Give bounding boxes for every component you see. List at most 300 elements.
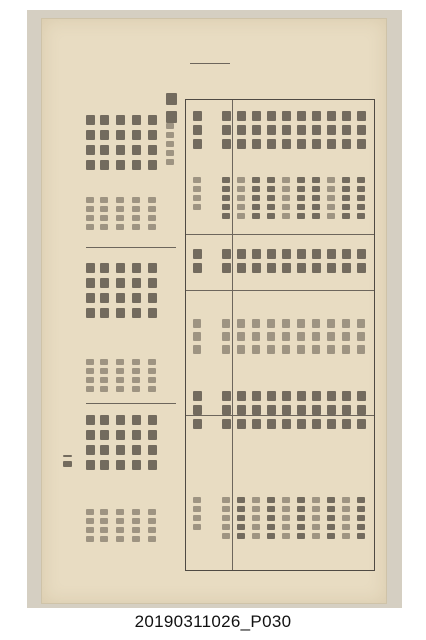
glyph-mark (100, 386, 108, 392)
glyph-mark (282, 125, 291, 135)
glyph-mark (132, 278, 141, 288)
glyph-mark (237, 249, 246, 259)
glyph-mark (297, 332, 305, 341)
glyph-mark (282, 195, 290, 201)
table-row-divider (186, 415, 374, 416)
glyph-mark (312, 263, 321, 273)
glyph-mark (357, 533, 365, 539)
glyph-mark (282, 405, 291, 415)
glyph-mark (148, 263, 157, 273)
glyph-mark (312, 506, 320, 512)
glyph-mark (148, 527, 156, 533)
glyph-mark (342, 186, 350, 192)
glyph-mark (193, 139, 202, 149)
glyph-mark (357, 497, 365, 503)
glyph-mark (148, 293, 157, 303)
glyph-mark (86, 263, 95, 273)
glyph-mark (252, 506, 260, 512)
glyph-mark (132, 145, 141, 155)
glyph-mark (148, 308, 157, 318)
glyph-mark (297, 177, 305, 183)
glyph-mark (252, 204, 260, 210)
glyph-mark (116, 377, 124, 383)
glyph-mark (267, 249, 276, 259)
glyph-mark (312, 405, 321, 415)
glyph-mark (327, 391, 336, 401)
glyph-mark (222, 319, 230, 328)
glyph-mark (282, 249, 291, 259)
glyph-mark (312, 195, 320, 201)
glyph-mark (357, 263, 366, 273)
glyph-mark (327, 419, 336, 429)
glyph-mark (327, 515, 335, 521)
glyph-mark (132, 527, 140, 533)
glyph-mark (132, 224, 140, 230)
glyph-mark (252, 345, 260, 354)
glyph-mark (132, 460, 141, 470)
glyph-mark (282, 263, 291, 273)
glyph-mark (116, 445, 125, 455)
glyph-mark (86, 278, 95, 288)
glyph-mark (252, 524, 260, 530)
glyph-mark (116, 224, 124, 230)
glyph-mark (116, 308, 125, 318)
glyph-mark (193, 391, 202, 401)
glyph-mark (342, 139, 351, 149)
glyph-mark (148, 130, 157, 140)
glyph-mark (327, 524, 335, 530)
glyph-mark (148, 518, 156, 524)
glyph-mark (222, 524, 230, 530)
glyph-mark (327, 506, 335, 512)
glyph-mark (267, 319, 275, 328)
glyph-mark (297, 139, 306, 149)
glyph-mark (132, 293, 141, 303)
glyph-mark (312, 524, 320, 530)
glyph-mark (327, 111, 336, 121)
book-page (41, 18, 387, 604)
glyph-mark (193, 204, 201, 210)
glyph-mark (166, 159, 174, 165)
glyph-mark (282, 186, 290, 192)
glyph-mark (252, 419, 261, 429)
glyph-mark (357, 419, 366, 429)
glyph-mark (297, 391, 306, 401)
glyph-mark (267, 332, 275, 341)
glyph-mark (237, 204, 245, 210)
glyph-mark (116, 460, 125, 470)
header-rule (190, 63, 230, 64)
glyph-mark (222, 391, 231, 401)
left-block-divider (86, 403, 176, 404)
glyph-mark (267, 345, 275, 354)
glyph-mark (86, 359, 94, 365)
glyph-mark (116, 430, 125, 440)
glyph-mark (342, 506, 350, 512)
glyph-mark (86, 115, 95, 125)
glyph-mark (116, 278, 125, 288)
glyph-mark (282, 497, 290, 503)
glyph-mark (132, 509, 140, 515)
glyph-mark (357, 186, 365, 192)
glyph-mark (100, 527, 108, 533)
glyph-mark (193, 332, 201, 341)
glyph-mark (222, 263, 231, 273)
glyph-mark (132, 206, 140, 212)
glyph-mark (222, 204, 230, 210)
glyph-mark (312, 186, 320, 192)
glyph-mark (312, 332, 320, 341)
glyph-mark (312, 419, 321, 429)
glyph-mark (297, 515, 305, 521)
glyph-mark (267, 506, 275, 512)
glyph-mark (357, 506, 365, 512)
glyph-mark (357, 139, 366, 149)
glyph-mark (148, 415, 157, 425)
glyph-mark (166, 150, 174, 156)
glyph-mark (282, 345, 290, 354)
glyph-mark (132, 430, 141, 440)
glyph-mark (327, 249, 336, 259)
glyph-mark (252, 319, 260, 328)
glyph-mark (100, 445, 109, 455)
glyph-mark (342, 497, 350, 503)
glyph-mark (100, 359, 108, 365)
glyph-mark (327, 332, 335, 341)
glyph-mark (237, 506, 245, 512)
glyph-mark (193, 497, 201, 503)
glyph-mark (193, 177, 201, 183)
glyph-mark (148, 460, 157, 470)
glyph-mark (357, 332, 365, 341)
glyph-mark (282, 524, 290, 530)
glyph-mark (193, 249, 202, 259)
glyph-mark (222, 419, 231, 429)
glyph-mark (116, 215, 124, 221)
glyph-mark (342, 332, 350, 341)
glyph-mark (312, 497, 320, 503)
glyph-mark (222, 139, 231, 149)
glyph-mark (148, 377, 156, 383)
glyph-mark (100, 115, 109, 125)
glyph-mark (342, 263, 351, 273)
glyph-mark (100, 278, 109, 288)
table-column-divider (232, 100, 233, 570)
glyph-mark (252, 515, 260, 521)
glyph-mark (357, 515, 365, 521)
glyph-mark (252, 405, 261, 415)
glyph-mark (193, 524, 201, 530)
glyph-mark (116, 415, 125, 425)
glyph-mark (312, 125, 321, 135)
glyph-mark (100, 130, 109, 140)
glyph-mark (86, 215, 94, 221)
glyph-mark (342, 111, 351, 121)
glyph-mark (312, 177, 320, 183)
glyph-mark (86, 224, 94, 230)
glyph-mark (282, 332, 290, 341)
glyph-mark (132, 308, 141, 318)
glyph-mark (327, 319, 335, 328)
glyph-mark (222, 213, 230, 219)
glyph-mark (193, 125, 202, 135)
glyph-mark (148, 215, 156, 221)
glyph-mark (222, 497, 230, 503)
glyph-mark (267, 405, 276, 415)
glyph-mark (237, 332, 245, 341)
glyph-mark (100, 145, 109, 155)
glyph-mark (100, 536, 108, 542)
glyph-mark (252, 177, 260, 183)
page-number-mark (63, 455, 72, 457)
glyph-mark (116, 206, 124, 212)
glyph-mark (222, 177, 230, 183)
glyph-mark (297, 213, 305, 219)
glyph-mark (252, 533, 260, 539)
glyph-mark (148, 160, 157, 170)
glyph-mark (252, 213, 260, 219)
glyph-mark (237, 419, 246, 429)
glyph-mark (237, 524, 245, 530)
glyph-mark (132, 215, 140, 221)
glyph-mark (237, 186, 245, 192)
glyph-mark (237, 263, 246, 273)
glyph-mark (116, 145, 125, 155)
glyph-mark (100, 509, 108, 515)
glyph-mark (237, 125, 246, 135)
glyph-mark (222, 125, 231, 135)
glyph-mark (148, 145, 157, 155)
glyph-mark (357, 249, 366, 259)
glyph-mark (193, 419, 202, 429)
glyph-mark (148, 368, 156, 374)
glyph-mark (342, 405, 351, 415)
glyph-mark (357, 345, 365, 354)
glyph-mark (193, 319, 201, 328)
glyph-mark (193, 111, 202, 121)
glyph-mark (252, 125, 261, 135)
glyph-mark (132, 518, 140, 524)
glyph-mark (100, 263, 109, 273)
glyph-mark (132, 130, 141, 140)
glyph-mark (86, 130, 95, 140)
glyph-mark (342, 524, 350, 530)
glyph-mark (237, 515, 245, 521)
glyph-mark (132, 415, 141, 425)
glyph-mark (297, 506, 305, 512)
glyph-mark (86, 430, 95, 440)
glyph-mark (86, 460, 95, 470)
glyph-mark (222, 515, 230, 521)
glyph-mark (327, 533, 335, 539)
glyph-mark (312, 213, 320, 219)
glyph-mark (327, 405, 336, 415)
glyph-mark (252, 111, 261, 121)
glyph-mark (252, 332, 260, 341)
glyph-mark (100, 368, 108, 374)
glyph-mark (357, 213, 365, 219)
glyph-mark (342, 319, 350, 328)
glyph-mark (357, 125, 366, 135)
glyph-mark (342, 177, 350, 183)
glyph-mark (342, 391, 351, 401)
glyph-mark (86, 518, 94, 524)
glyph-mark (148, 430, 157, 440)
glyph-mark (148, 386, 156, 392)
glyph-mark (357, 391, 366, 401)
glyph-mark (267, 524, 275, 530)
glyph-mark (267, 515, 275, 521)
glyph-mark (357, 524, 365, 530)
glyph-mark (100, 215, 108, 221)
glyph-mark (116, 115, 125, 125)
glyph-mark (297, 111, 306, 121)
glyph-mark (357, 177, 365, 183)
glyph-mark (148, 206, 156, 212)
glyph-mark (166, 111, 177, 123)
glyph-mark (297, 533, 305, 539)
glyph-mark (86, 386, 94, 392)
table-row-divider (186, 234, 374, 235)
glyph-mark (116, 130, 125, 140)
glyph-mark (193, 186, 201, 192)
glyph-mark (327, 195, 335, 201)
glyph-mark (282, 204, 290, 210)
glyph-mark (297, 419, 306, 429)
glyph-mark (267, 533, 275, 539)
glyph-mark (100, 308, 109, 318)
glyph-mark (237, 497, 245, 503)
left-block-divider (86, 247, 176, 248)
glyph-mark (86, 206, 94, 212)
glyph-mark (132, 160, 141, 170)
glyph-mark (100, 377, 108, 383)
glyph-mark (357, 319, 365, 328)
glyph-mark (342, 345, 350, 354)
glyph-mark (342, 419, 351, 429)
glyph-mark (252, 263, 261, 273)
glyph-mark (222, 186, 230, 192)
glyph-mark (116, 368, 124, 374)
glyph-mark (297, 249, 306, 259)
glyph-mark (282, 391, 291, 401)
glyph-mark (86, 368, 94, 374)
glyph-mark (116, 197, 124, 203)
glyph-mark (357, 204, 365, 210)
glyph-mark (312, 249, 321, 259)
glyph-mark (267, 204, 275, 210)
glyph-mark (86, 377, 94, 383)
glyph-mark (267, 213, 275, 219)
glyph-mark (312, 391, 321, 401)
glyph-mark (132, 536, 140, 542)
glyph-mark (342, 515, 350, 521)
glyph-mark (237, 319, 245, 328)
glyph-mark (132, 197, 140, 203)
glyph-mark (357, 111, 366, 121)
glyph-mark (267, 263, 276, 273)
glyph-mark (357, 195, 365, 201)
glyph-mark (297, 345, 305, 354)
glyph-mark (237, 111, 246, 121)
glyph-mark (327, 125, 336, 135)
glyph-mark (282, 213, 290, 219)
glyph-mark (100, 293, 109, 303)
glyph-mark (312, 204, 320, 210)
glyph-mark (327, 497, 335, 503)
glyph-mark (237, 405, 246, 415)
glyph-mark (237, 139, 246, 149)
glyph-mark (237, 533, 245, 539)
glyph-mark (252, 186, 260, 192)
glyph-mark (297, 195, 305, 201)
glyph-mark (100, 430, 109, 440)
glyph-mark (237, 213, 245, 219)
glyph-mark (148, 445, 157, 455)
glyph-mark (342, 533, 350, 539)
glyph-mark (237, 391, 246, 401)
glyph-mark (237, 177, 245, 183)
glyph-mark (237, 195, 245, 201)
glyph-mark (342, 213, 350, 219)
glyph-mark (132, 359, 140, 365)
glyph-mark (86, 197, 94, 203)
glyph-mark (116, 536, 124, 542)
glyph-mark (312, 515, 320, 521)
table-row-divider (186, 290, 374, 291)
glyph-mark (222, 506, 230, 512)
glyph-mark (267, 186, 275, 192)
glyph-mark (100, 460, 109, 470)
glyph-mark (282, 177, 290, 183)
glyph-mark (100, 518, 108, 524)
glyph-mark (267, 419, 276, 429)
glyph-mark (148, 224, 156, 230)
glyph-mark (148, 197, 156, 203)
glyph-mark (327, 263, 336, 273)
glyph-mark (100, 206, 108, 212)
glyph-mark (116, 160, 125, 170)
glyph-mark (116, 263, 125, 273)
glyph-mark (267, 391, 276, 401)
glyph-mark (267, 125, 276, 135)
glyph-mark (100, 197, 108, 203)
glyph-mark (252, 195, 260, 201)
glyph-mark (267, 177, 275, 183)
glyph-mark (100, 160, 109, 170)
glyph-mark (267, 195, 275, 201)
glyph-mark (132, 386, 140, 392)
glyph-mark (166, 123, 174, 129)
glyph-mark (297, 125, 306, 135)
glyph-mark (312, 111, 321, 121)
glyph-mark (297, 405, 306, 415)
glyph-mark (222, 111, 231, 121)
glyph-mark (252, 139, 261, 149)
image-caption: 20190311026_P030 (134, 612, 292, 631)
glyph-mark (86, 308, 95, 318)
glyph-mark (222, 405, 231, 415)
glyph-mark (312, 139, 321, 149)
glyph-mark (327, 177, 335, 183)
glyph-mark (116, 509, 124, 515)
glyph-mark (222, 249, 231, 259)
glyph-mark (327, 204, 335, 210)
glyph-mark (282, 506, 290, 512)
glyph-mark (297, 319, 305, 328)
glyph-mark (222, 533, 230, 539)
glyph-mark (282, 515, 290, 521)
